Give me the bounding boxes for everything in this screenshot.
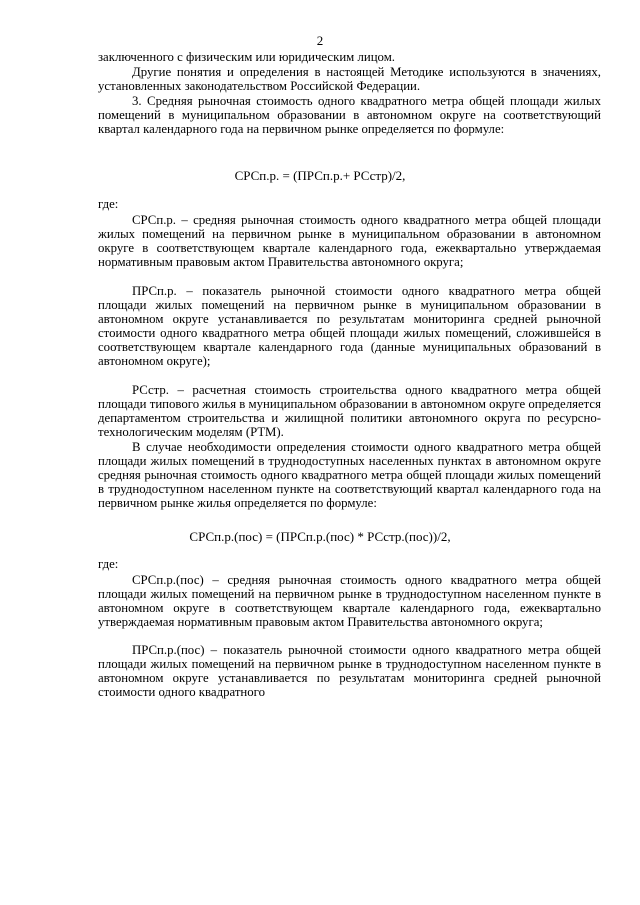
page-number: 2 [316, 33, 324, 48]
paragraph-continuation: заключенного с физическим или юридическим лицом. [98, 50, 396, 64]
formula-remote-settlement: СРСп.р.(пос) = (ПРСп.р.(пос) * РСстр.(пос))/2, [189, 529, 451, 544]
where-label: где: [98, 197, 119, 211]
definition-srs-pr-pos: СРСп.р.(пос) – средняя рыночная стоимость одного квадратного метра общей площади жилых помещений на первичном рынке в труднодоступном населенном пункте в автономном округе в соответствующем квартале календарного года, ежеквартально утверждаемая нормативным правовым актом Правительства автономного округа; [98, 573, 601, 629]
definition-prs-pr-pos: ПРСп.р.(пос) – показатель рыночной стоимости одного квадратного метра общей площади жилых помещений на первичном рынке в труднодоступном населенном пункте в автономном округе устанавливается по результатам мониторинга средней рыночной стоимости одного квадратного [98, 643, 601, 699]
paragraph-remote-settlements: В случае необходимости определения стоимости одного квадратного метра общей площади жилых помещений в труднодоступных населенных пунктах в автономном округе средняя рыночная стоимость одного квадратного метра общей площади жилых помещений в труднодоступном населенном пункте на соответствующий квартал календарного года на первичном рынке жилья определяется по формуле: [98, 440, 601, 510]
paragraph-definitions: Другие понятия и определения в настоящей Методике используются в значениях, установленных законодательством Российской Федерации. [98, 65, 601, 93]
where-label-2: где: [98, 557, 119, 571]
definition-prs-pr: ПРСп.р. – показатель рыночной стоимости одного квадратного метра общей площади жилых помещений на первичном рынке в муниципальном образовании в автономном округе устанавливается по результатам мониторинга средней рыночной стоимости одного квадратного метра общей площади жилых помещений, сложившейся в соответствующем квартале календарного года (данные муниципальных образований в автономном округе); [98, 284, 601, 368]
formula-primary-market: СРСп.р. = (ПРСп.р.+ РСстр)/2, [234, 168, 406, 183]
definition-rs-str: РСстр. – расчетная стоимость строительства одного квадратного метра общей площади типового жилья в муниципальном образовании в автономном округе определяется департаментом строительства и жилищной политики автономного округа по ресурсно-технологическим моделям (РТМ). [98, 383, 601, 439]
paragraph-clause-3: 3. Средняя рыночная стоимость одного квадратного метра общей площади жилых помещений в муниципальном образовании в автономном округе на соответствующий квартал календарного года на первичном рынке определяется по формуле: [98, 94, 601, 136]
definition-srs-pr: СРСп.р. – средняя рыночная стоимость одного квадратного метра общей площади жилых помещений на первичном рынке в муниципальном образовании в автономном округе в соответствующем квартале календарного года, ежеквартально утверждаемая нормативным правовым актом Правительства автономного округа; [98, 213, 601, 269]
